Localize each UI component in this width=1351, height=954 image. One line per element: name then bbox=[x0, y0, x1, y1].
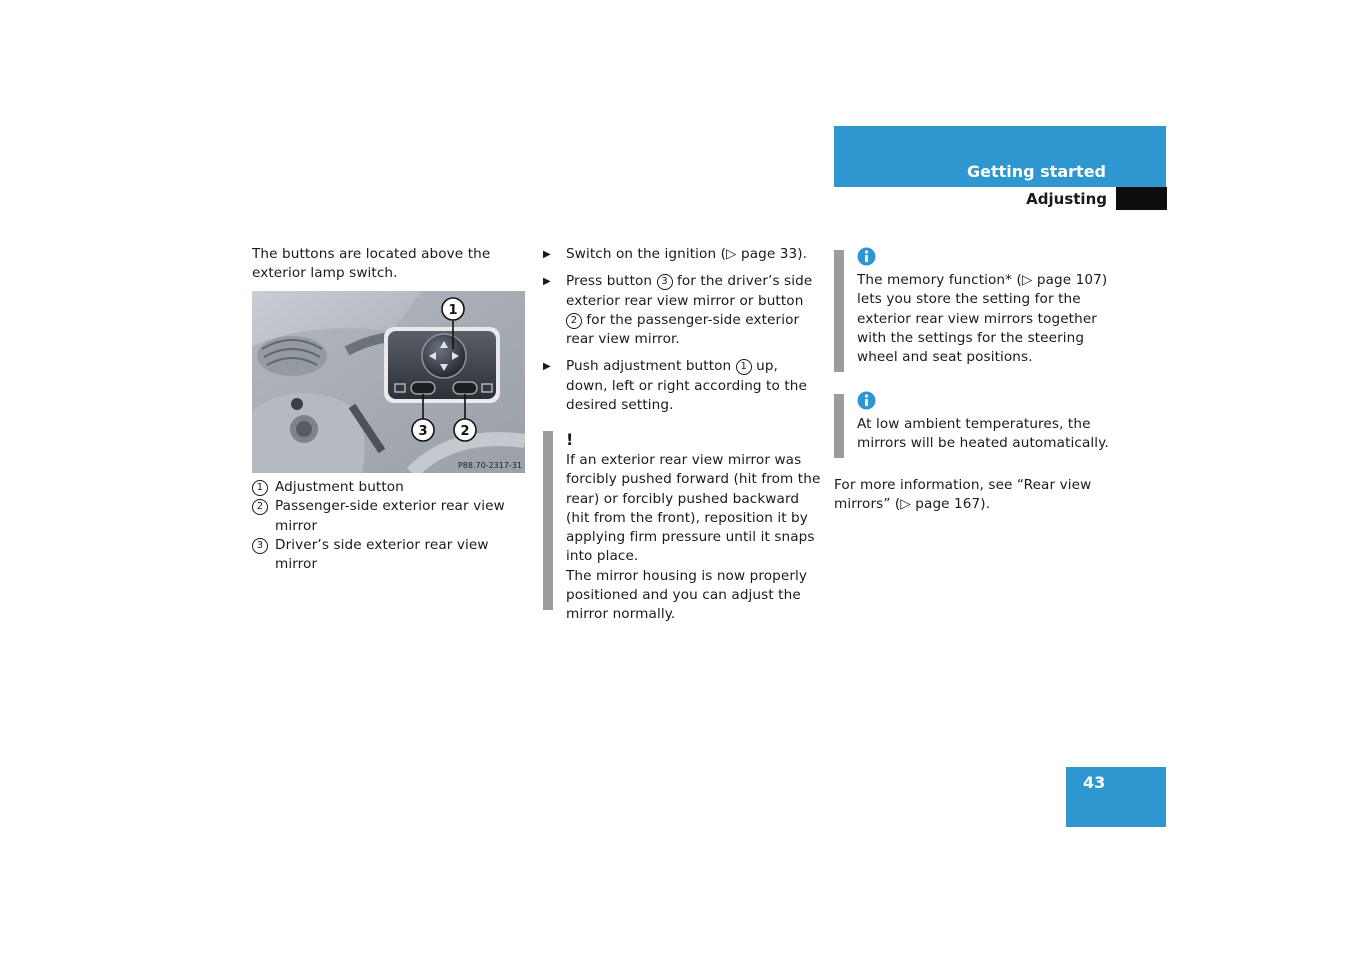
section-header bbox=[834, 126, 1166, 187]
svg-text:1: 1 bbox=[448, 303, 458, 318]
caption-number: 1 bbox=[252, 480, 268, 496]
info-icon bbox=[857, 247, 876, 270]
step-text: Switch on the ignition (▷ page 33). bbox=[566, 246, 808, 262]
triangle-right-icon: ▶ bbox=[543, 249, 551, 260]
page-number-box bbox=[1066, 767, 1166, 827]
caption-item bbox=[252, 536, 527, 575]
caption-text: Driver’s side exterior rear view mirror bbox=[275, 536, 489, 573]
instruction-step bbox=[543, 357, 821, 415]
page-number: 43 bbox=[1083, 773, 1106, 792]
step-text: Push adjustment button 1 up, down, left or right according to the desired setting. bbox=[566, 358, 807, 414]
caption-number: 2 bbox=[252, 499, 268, 515]
step-text: Press button 3 for the driver’s side exterior rear view mirror or button 2 for the passenger-side exterior rear view mirror. bbox=[566, 273, 813, 348]
caption-number: 3 bbox=[252, 538, 268, 554]
warning-paragraph: The mirror housing is now properly positioned and you can adjust the mirror normally. bbox=[566, 567, 808, 623]
caption-item bbox=[252, 478, 527, 497]
triangle-right-icon: ▶ bbox=[543, 361, 551, 373]
info-bar bbox=[834, 394, 844, 458]
warning-note bbox=[566, 451, 821, 625]
exclamation-icon: ! bbox=[566, 430, 574, 449]
header-tab-marker bbox=[1116, 187, 1167, 210]
warning-paragraph: If an exterior rear view mirror was forcibly pushed forward (hit from the rear) or forcibly pushed backward (hit from the front), reposition it by applying firm pressure until it snaps into place. bbox=[566, 452, 821, 565]
info-icon bbox=[857, 391, 876, 414]
mirror-controls-figure bbox=[252, 291, 525, 473]
instruction-step bbox=[543, 272, 821, 349]
info-note-memory: The memory function* (▷ page 107) lets you store the setting for the exterior rear view mirrors together with the settings for the steering wheel and seat positions. bbox=[857, 272, 1108, 366]
info-note-heating: At low ambient temperatures, the mirrors will be heated automatically. bbox=[857, 416, 1109, 452]
instruction-step bbox=[543, 245, 821, 264]
svg-text:2: 2 bbox=[460, 424, 470, 439]
callout-3 bbox=[412, 419, 434, 441]
callout-2 bbox=[454, 419, 476, 441]
instruction-steps bbox=[543, 245, 821, 423]
caption-text: Adjustment button bbox=[275, 479, 404, 495]
figure-code: P88.70-2317-31 bbox=[457, 461, 522, 470]
warning-bar bbox=[543, 431, 553, 610]
section-title: Getting started bbox=[967, 162, 1106, 181]
caption-text: Passenger-side exterior rear view mirror bbox=[275, 498, 505, 534]
subsection-title: Adjusting bbox=[1026, 190, 1107, 208]
caption-item bbox=[252, 497, 527, 536]
callout-1 bbox=[442, 298, 464, 320]
triangle-right-icon: ▶ bbox=[543, 276, 551, 288]
intro-paragraph: The buttons are located above the exterior lamp switch. bbox=[252, 246, 491, 282]
figure-captions bbox=[252, 478, 527, 574]
dashboard-illustration bbox=[252, 291, 525, 473]
info-bar bbox=[834, 250, 844, 372]
svg-text:3: 3 bbox=[418, 424, 428, 439]
more-info-paragraph: For more information, see “Rear view mirrors” (▷ page 167). bbox=[834, 477, 1092, 513]
